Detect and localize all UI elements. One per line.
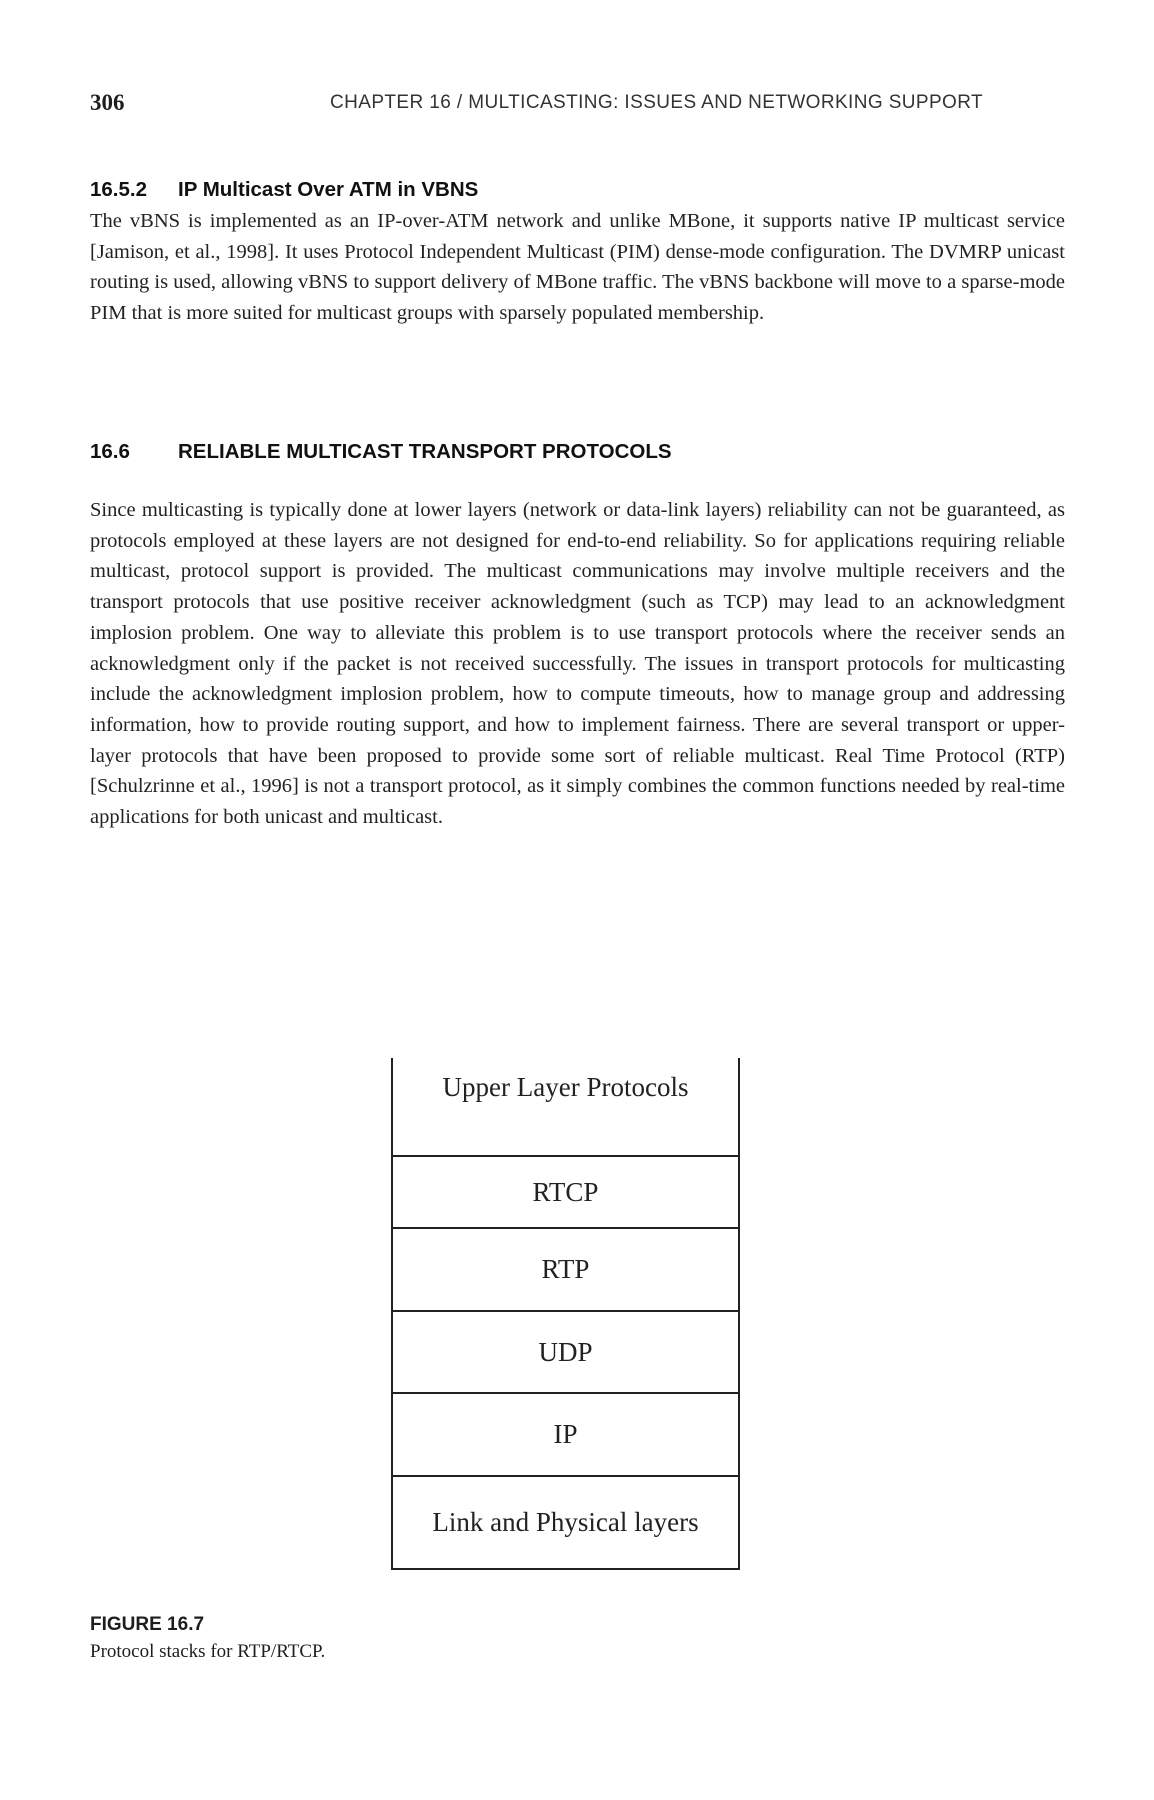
page-header: [90, 90, 1064, 120]
figure-caption: Protocol stacks for RTP/RTCP.: [90, 1641, 326, 1662]
section-number: 16.6: [90, 440, 130, 463]
layer-rtp: RTP: [393, 1227, 738, 1310]
section-heading-16-5-2: [90, 178, 478, 202]
section-16-6-paragraph: Since multicasting is typically done at lower layers (network or data-link layers) reliability can not be guaranteed, as protocols employed at these layers are not designed for end-to-end reliability. So for applications requiring reliable multicast, protocol support is provided. The multicast communications may involve multiple receivers and the transport protocols that use positive receiver acknowledgment (such as TCP) may lead to an acknowledgment implosion problem. One way to alleviate this problem is to use transport protocols where the receiver sends an acknowledgment only if the packet is not received successfully. The issues in transport protocols for multicasting include the acknowledgment implosion problem, how to compute timeouts, how to manage group and addressing information, how to provide routing support, and how to implement fairness. There are several transport or upper-layer protocols that have been proposed to provide some sort of reliable multicast. Real Time Protocol (RTP)[Schulzrinne et al., 1996] is not a transport protocol, as it simply combines the common functions needed by real-time applications for both unicast and multicast.: [90, 499, 1065, 829]
layer-upper-layer-protocols: Upper Layer Protocols: [442, 1072, 689, 1102]
layer-udp: UDP: [393, 1310, 738, 1392]
page-number: 306: [90, 90, 125, 115]
layer-rtcp: RTCP: [393, 1155, 738, 1227]
section-number: 16.5.2: [90, 178, 147, 201]
layer-link-and-physical: Link and Physical layers: [393, 1475, 738, 1568]
figure-label: FIGURE 16.7: [90, 1614, 205, 1635]
section-title: IP Multicast Over ATM in VBNS: [178, 178, 479, 201]
layer-ip: IP: [393, 1392, 738, 1475]
section-title: RELIABLE MULTICAST TRANSPORT PROTOCOLS: [178, 440, 672, 463]
section-heading-16-6: [90, 440, 672, 464]
section-16-5-2-paragraph: The vBNS is implemented as an IP-over-ATM network and unlike MBone, it supports native IP multicast service [Jamison, et al., 1998]. It uses Protocol Independent Multicast (PIM) dense-mode configuration. The DVMRP unicast routing is used, allowing vBNS to support delivery of MBone traffic. The vBNS backbone will move to a sparse-mode PIM that is more suited for multicast groups with sparsely populated membership.: [90, 210, 1065, 325]
running-head: CHAPTER 16 / MULTICASTING: ISSUES AND NETWORKING SUPPORT: [330, 92, 984, 113]
protocol-stack-diagram: [391, 1058, 740, 1570]
